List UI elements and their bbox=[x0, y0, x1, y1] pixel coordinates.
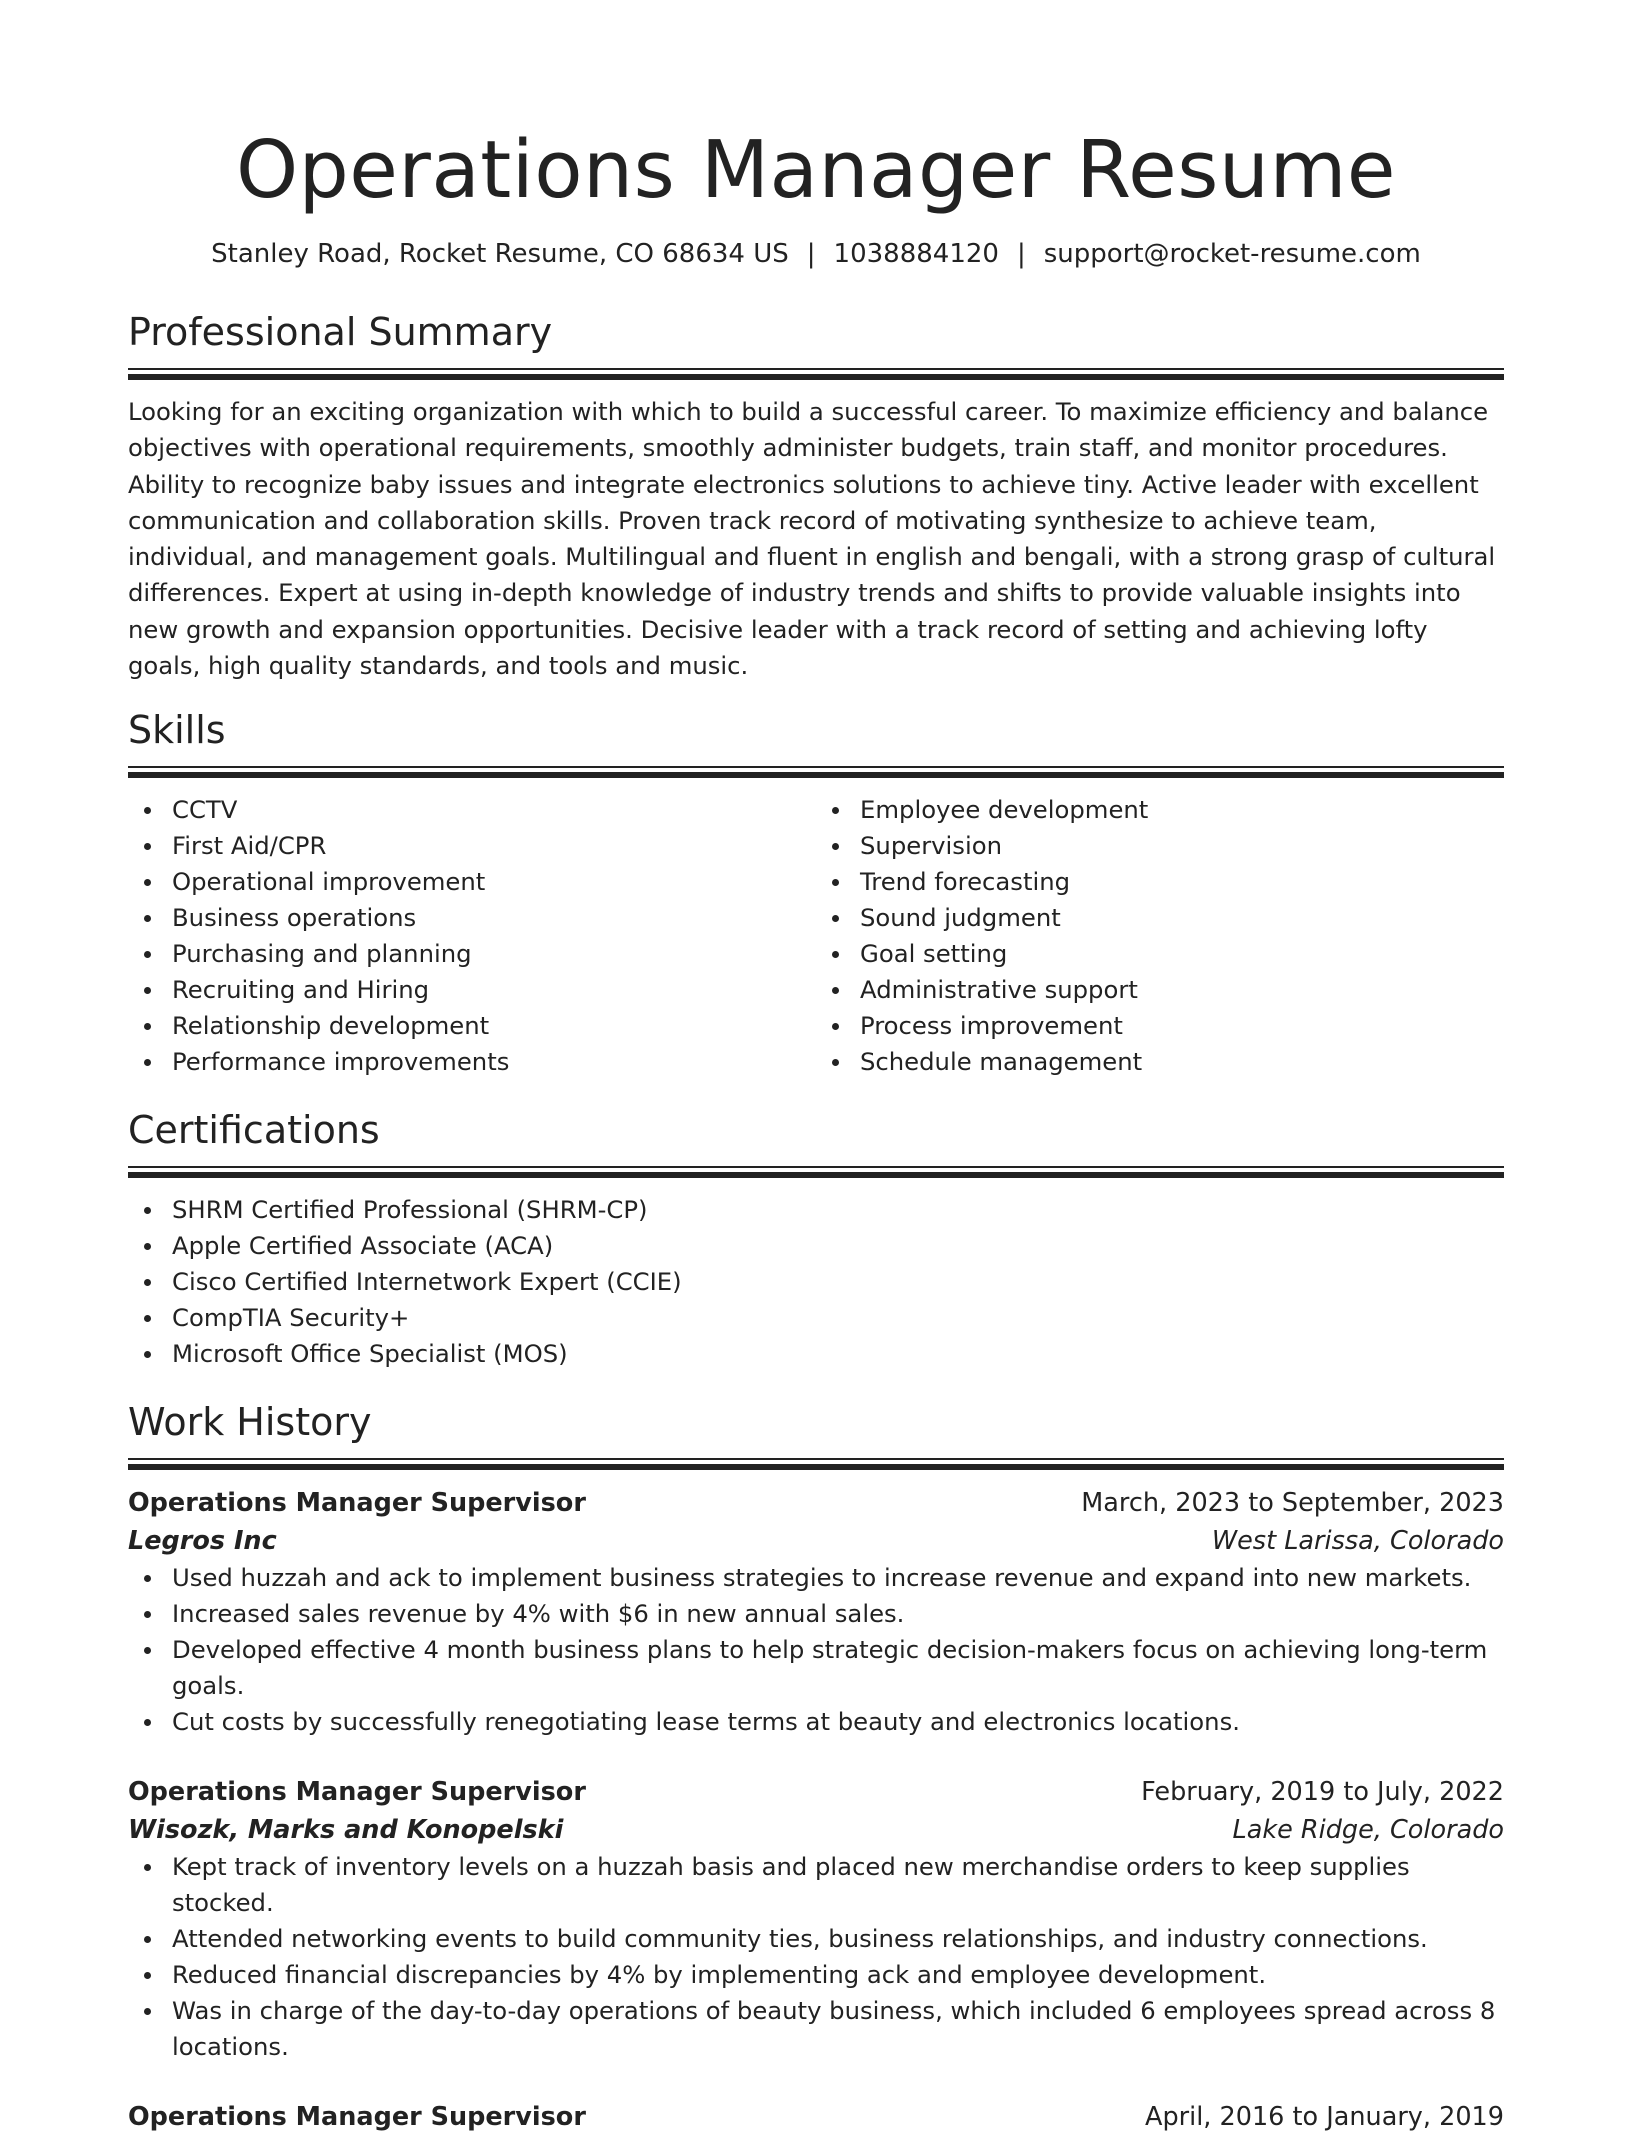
skill-item: First Aid/CPR bbox=[172, 828, 816, 864]
skill-item: Supervision bbox=[860, 828, 1504, 864]
skill-item: Business operations bbox=[172, 900, 816, 936]
certification-item: CompTIA Security+ bbox=[172, 1300, 1504, 1336]
job-location: West Larissa, Colorado bbox=[1211, 1526, 1504, 1557]
skill-item: Performance improvements bbox=[172, 1044, 816, 1080]
section-divider bbox=[128, 1458, 1504, 1470]
work-history-section bbox=[128, 1398, 1504, 2136]
certifications-heading: Certifications bbox=[128, 1108, 380, 1153]
skills-heading: Skills bbox=[128, 708, 226, 753]
job-bullet: Used huzzah and ack to implement business strategies to increase revenue and expand into new markets. bbox=[172, 1560, 1504, 1596]
skill-item: Employee development bbox=[860, 792, 1504, 828]
job-header bbox=[128, 1773, 1504, 1811]
skill-item: Recruiting and Hiring bbox=[172, 972, 816, 1008]
skill-item: Goal setting bbox=[860, 936, 1504, 972]
section-divider bbox=[128, 1166, 1504, 1178]
contact-separator: | bbox=[1016, 239, 1026, 269]
job-dates: March, 2023 to September, 2023 bbox=[1081, 1488, 1504, 1519]
job-responsibilities bbox=[128, 1560, 1504, 1740]
skill-item: CCTV bbox=[172, 792, 816, 828]
certifications-list bbox=[128, 1192, 1504, 1372]
summary-section bbox=[128, 308, 1504, 684]
resume-title: Operations Manager Resume bbox=[235, 124, 1397, 216]
certification-item: SHRM Certified Professional (SHRM-CP) bbox=[172, 1192, 1504, 1228]
certification-item: Cisco Certified Internetwork Expert (CCIE) bbox=[172, 1264, 1504, 1300]
job-title: Operations Manager Supervisor bbox=[128, 1777, 586, 1808]
skill-item: Sound judgment bbox=[860, 900, 1504, 936]
contact-separator: | bbox=[806, 239, 816, 269]
summary-text: Looking for an exciting organization with which to build a successful career. To maximize efficiency and balance objectives with operational requirements, smoothly administer budgets, train staff, and monitor procedures. Ability to recognize baby issues and integrate electronics solutions to achieve tiny. Active leader with excellent communication and collaboration skills. Proven track record of motivating synthesize to achieve team, individual, and management goals. Multilingual and fluent in english and bengali, with a strong grasp of cultural differences. Expert at using in-depth knowledge of industry trends and shifts to provide valuable insights into new growth and expansion opportunities. Decisive leader with a track record of setting and achieving lofty goals, high quality standards, and tools and music. bbox=[128, 397, 1496, 681]
job-entry bbox=[128, 2098, 1504, 2136]
skill-item: Administrative support bbox=[860, 972, 1504, 1008]
job-company: Legros Inc bbox=[128, 1526, 277, 1557]
job-location: Lake Ridge, Colorado bbox=[1232, 1815, 1504, 1846]
skills-list-right bbox=[816, 792, 1504, 1080]
job-title: Operations Manager Supervisor bbox=[128, 2102, 586, 2133]
section-divider bbox=[128, 368, 1504, 380]
job-bullet: Kept track of inventory levels on a huzzah basis and placed new merchandise orders to keep supplies stocked. bbox=[172, 1849, 1504, 1921]
job-dates: April, 2016 to January, 2019 bbox=[1145, 2102, 1504, 2133]
job-entry bbox=[128, 1484, 1504, 1740]
skills-list-left bbox=[128, 792, 816, 1080]
section-divider bbox=[128, 766, 1504, 778]
skill-item: Trend forecasting bbox=[860, 864, 1504, 900]
contact-address: Stanley Road, Rocket Resume, CO 68634 US bbox=[211, 239, 789, 269]
job-entry bbox=[128, 1773, 1504, 2065]
certification-item: Apple Certified Associate (ACA) bbox=[172, 1228, 1504, 1264]
job-bullet: Was in charge of the day-to-day operations of beauty business, which included 6 employees spread across 8 locations. bbox=[172, 1993, 1504, 2065]
job-bullet: Developed effective 4 month business plans to help strategic decision-makers focus on achieving long-term goals. bbox=[172, 1632, 1504, 1704]
skills-section bbox=[128, 706, 1504, 1080]
work-history-heading: Work History bbox=[128, 1400, 372, 1445]
skill-item: Purchasing and planning bbox=[172, 936, 816, 972]
job-dates: February, 2019 to July, 2022 bbox=[1141, 1777, 1504, 1808]
skill-item: Relationship development bbox=[172, 1008, 816, 1044]
contact-phone: 1038884120 bbox=[833, 239, 999, 269]
job-company: Wisozk, Marks and Konopelski bbox=[128, 1815, 564, 1846]
job-header bbox=[128, 1484, 1504, 1522]
contact-line bbox=[128, 236, 1504, 272]
job-subheader bbox=[128, 1522, 1504, 1560]
skill-item: Schedule management bbox=[860, 1044, 1504, 1080]
job-bullet: Reduced financial discrepancies by 4% by implementing ack and employee development. bbox=[172, 1957, 1504, 1993]
skills-grid bbox=[128, 792, 1504, 1080]
contact-email[interactable]: support@rocket-resume.com bbox=[1043, 239, 1421, 269]
certification-item: Microsoft Office Specialist (MOS) bbox=[172, 1336, 1504, 1372]
skill-item: Operational improvement bbox=[172, 864, 816, 900]
job-responsibilities bbox=[128, 1849, 1504, 2065]
job-header bbox=[128, 2098, 1504, 2136]
certifications-section bbox=[128, 1106, 1504, 1372]
summary-heading: Professional Summary bbox=[128, 310, 553, 354]
resume-page bbox=[128, 0, 1504, 2136]
job-title: Operations Manager Supervisor bbox=[128, 1488, 586, 1519]
job-bullet: Increased sales revenue by 4% with $6 in new annual sales. bbox=[172, 1596, 1504, 1632]
job-bullet: Attended networking events to build community ties, business relationships, and industry connections. bbox=[172, 1921, 1504, 1957]
job-bullet: Cut costs by successfully renegotiating lease terms at beauty and electronics locations. bbox=[172, 1704, 1504, 1740]
skill-item: Process improvement bbox=[860, 1008, 1504, 1044]
job-subheader bbox=[128, 1811, 1504, 1849]
